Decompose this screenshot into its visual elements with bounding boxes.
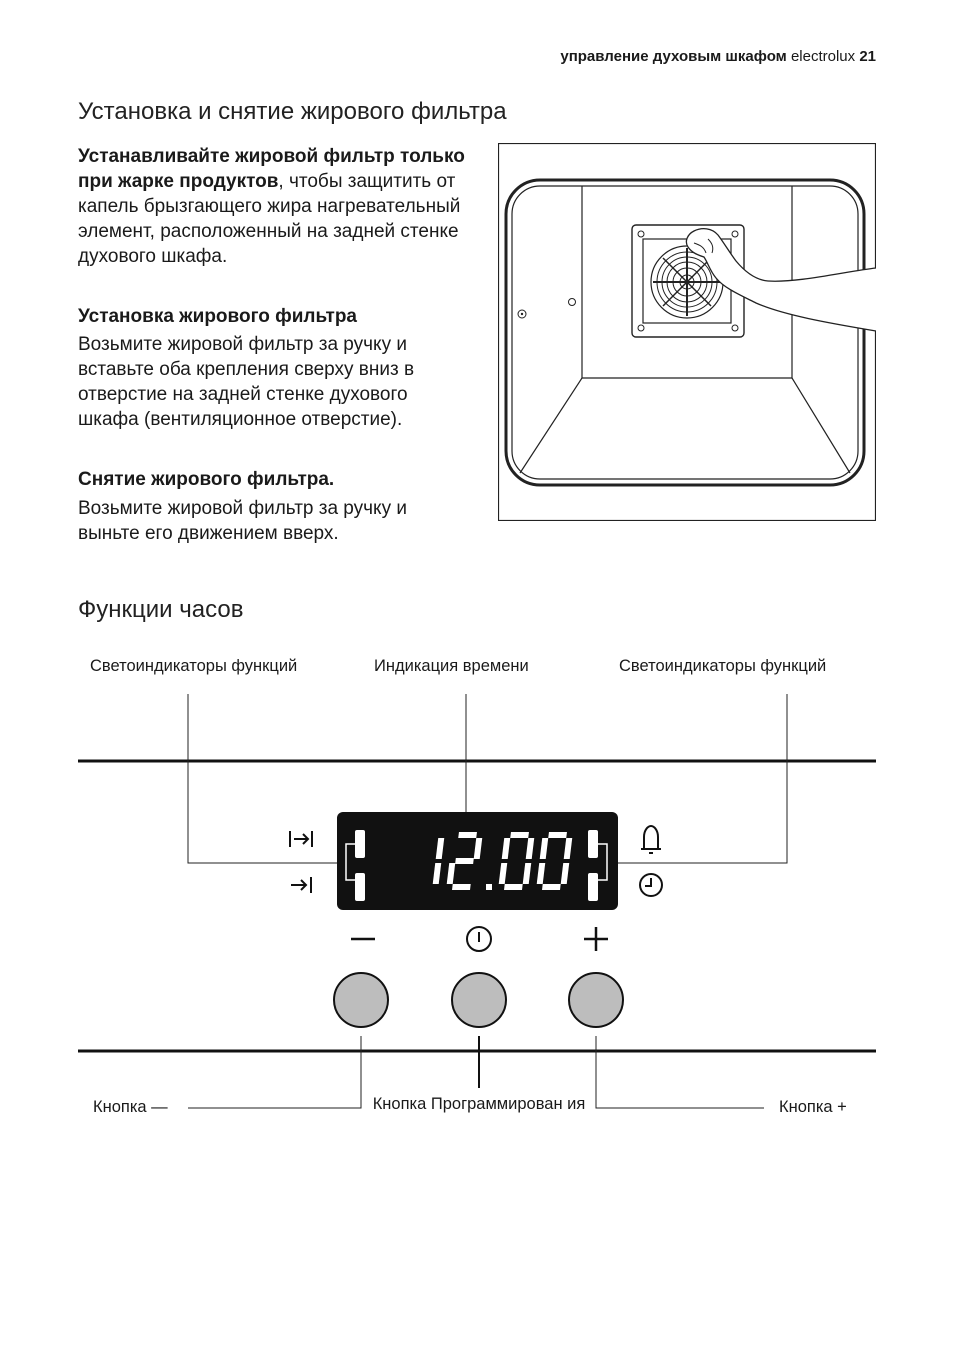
plus-icon	[584, 927, 608, 951]
display-dot	[486, 884, 492, 890]
display-segment	[455, 858, 474, 864]
leader-right-indicators	[614, 694, 787, 863]
label-left-indicators: Светоиндикаторы функций	[90, 657, 298, 675]
control-panel-diagram	[0, 680, 954, 1140]
clock-icon	[640, 874, 662, 896]
filter-intro-paragraph	[78, 144, 468, 269]
page-number: 21	[859, 48, 876, 65]
display-segment	[458, 832, 477, 838]
display-segment	[548, 832, 567, 838]
label-right-indicators: Светоиндикаторы функций	[619, 657, 827, 675]
leader-plus-button	[596, 1036, 764, 1108]
label-minus-button: Кнопка —	[93, 1098, 168, 1116]
end-time-icon	[291, 877, 311, 893]
header-brand: electrolux	[790, 48, 856, 65]
program-button[interactable]	[452, 973, 506, 1027]
display-segment	[452, 884, 471, 890]
program-icon	[467, 927, 491, 951]
display-segment	[542, 884, 561, 890]
indicator-duration	[355, 830, 365, 858]
label-program-button: Кнопка Программирован ия	[372, 1095, 586, 1113]
indicator-bell	[588, 830, 598, 858]
minus-button[interactable]	[334, 973, 388, 1027]
page-header	[560, 48, 876, 65]
install-text: Возьмите жировой фильтр за ручку и вставьте оба крепления сверху вниз в отверстие на задней стенке духового шкафа (вентиляционное отверстие).	[78, 334, 415, 430]
display-segment	[510, 832, 529, 838]
filter-section-title: Установка и снятие жирового фильтра	[78, 98, 507, 125]
indicator-clock	[588, 873, 598, 901]
remove-text: Возьмите жировой фильтр за ручку и выньте его движением вверх.	[78, 498, 407, 544]
header-section: управление духовым шкафом	[560, 48, 787, 65]
label-plus-button: Кнопка +	[779, 1098, 847, 1116]
leader-minus-button	[188, 1036, 361, 1108]
clock-section-title: Функции часов	[78, 596, 244, 623]
time-display	[337, 812, 618, 910]
filter-intro-rest: , чтобы защитить от капель брызгающего жира нагревательный элемент, расположенный на задней стенке духового шкафа.	[78, 171, 461, 267]
display-segment	[504, 884, 523, 890]
leader-left-indicators	[188, 694, 344, 863]
filter-intro-bold: Устанавливайте жировой фильтр только при жарке продуктов	[78, 146, 465, 192]
label-time-display: Индикация времени	[374, 657, 529, 675]
bell-icon	[641, 826, 661, 853]
oven-filter-illustration	[498, 143, 876, 521]
install-heading: Установка жирового фильтра	[78, 306, 357, 327]
plus-button[interactable]	[569, 973, 623, 1027]
duration-icon	[290, 831, 312, 847]
indicator-end-time	[355, 873, 365, 901]
remove-heading: Снятие жирового фильтра.	[78, 469, 335, 490]
